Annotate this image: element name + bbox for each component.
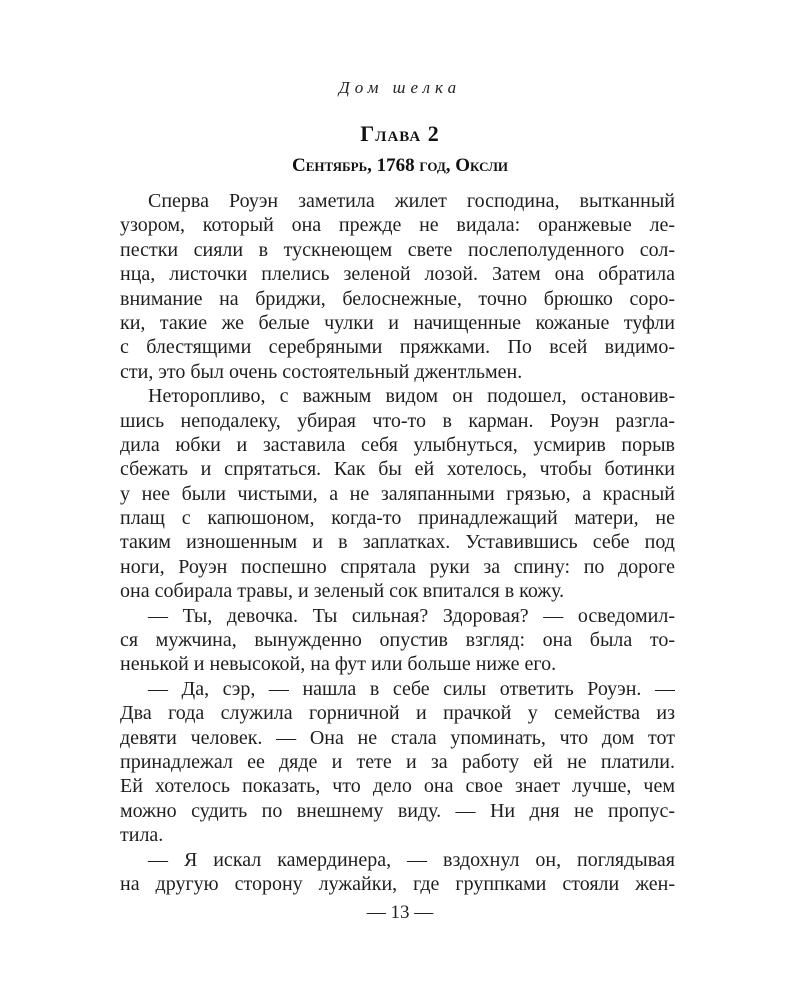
text-line: дила юбки и заставила себя улыбнуться, усмирив порыв: [120, 433, 675, 456]
text-line: с блестящими серебряными пряжками. По всей видимо-: [120, 336, 675, 359]
text-line: нца, листочки плелись зеленой лозой. Затем она обратила: [120, 263, 675, 286]
text-line: ненькой и невысокой, на фут или больше ниже его.: [120, 653, 557, 676]
text-line: — Ты, девочка. Ты сильная? Здоровая? — осведомил-: [148, 604, 675, 627]
text-line: плащ с капюшоном, когда-то принадлежащий матери, не: [120, 507, 675, 530]
text-line: на другую сторону лужайки, где группками стояли жен-: [120, 872, 675, 895]
text-line: ноги, Роуэн поспешно спрятала руки за спину: по дороге: [120, 555, 675, 578]
text-line: девяти человек. — Она не стала упоминать, что дом тот: [120, 726, 675, 749]
page-number: — 13 —: [366, 902, 434, 923]
text-line: она собирала травы, и зеленый сок впитался в кожу.: [120, 580, 565, 603]
text-line: Два года служила горничной и прачкой у семейства из: [120, 702, 675, 725]
text-line: Неторопливо, с важным видом он подошел, остановив-: [148, 385, 675, 408]
text-line: принадлежал ее дяде и тете и за работу ей не платили.: [120, 750, 675, 773]
text-line: шись неподалеку, убирая что-то в карман. Роуэн разгла-: [120, 409, 675, 432]
text-line: у нее были чистыми, а не заляпанными грязью, а красный: [120, 482, 675, 505]
text-line: ки, такие же белые чулки и начищенные кожаные туфли: [120, 311, 675, 334]
text-line: сти, это был очень состоятельный джентльмен.: [120, 360, 523, 383]
running-head: Дом шелка: [338, 78, 462, 97]
text-line: можно судить по внешнему виду. — Ни дня не пропус-: [120, 799, 675, 822]
text-line: Ей хотелось показать, что дело она свое знает лучше, чем: [120, 775, 675, 798]
chapter-title: Глава 2: [360, 121, 440, 146]
text-line: внимание на бриджи, белоснежные, точно брюшко соро-: [120, 287, 675, 310]
text-line: — Да, сэр, — нашла в себе силы ответить Роуэн. —: [148, 677, 675, 700]
text-line: ся мужчина, вынужденно опустив взгляд: она была то-: [120, 629, 675, 652]
body-text: [120, 189, 675, 896]
text-line: пестки сияли в тускнеющем свете послеполуденного сол-: [120, 238, 675, 261]
chapter-subtitle: Сентябрь, 1768 год, Оксли: [291, 155, 509, 176]
text-line: узором, который она прежде не видала: оранжевые ле-: [120, 214, 675, 237]
text-line: сбежать и спрятаться. Как бы ей хотелось, чтобы ботинки: [120, 458, 675, 481]
text-line: тила.: [120, 824, 164, 847]
text-line: Сперва Роуэн заметила жилет господина, вытканный: [148, 190, 675, 212]
text-line: — Я искал камердинера, — вздохнул он, поглядывая: [148, 848, 675, 871]
text-line: таким изношенным и в заплатках. Уставившись себе под: [120, 531, 675, 554]
